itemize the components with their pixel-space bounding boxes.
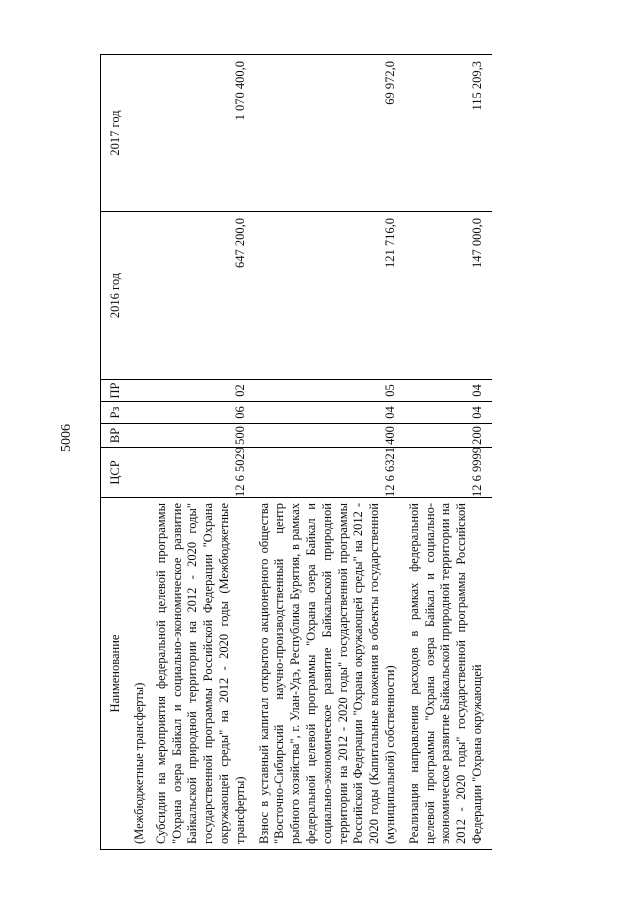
row-name: Субсидии на мероприятия федеральной целевой программы "Охрана озера Байкал и социально-экономическое развитие Байкальской природной территории на 2012 - 2020 годы" государственной программы Российской Федерации "Охрана окружающей среды" на 2012 - 2020 годы (Межбюджетные трансферты) [152, 498, 255, 850]
table-row [255, 55, 405, 850]
table-row [152, 55, 255, 850]
table-row-continuation [131, 55, 152, 850]
row-csr: 12 6 5029 [152, 448, 255, 498]
rotated-page-content [100, 55, 600, 850]
row-rz: 04 [255, 402, 405, 424]
header-2016: 2016 год [101, 212, 132, 380]
table-header-row [101, 55, 132, 850]
row-pr: 05 [255, 380, 405, 402]
header-name: Наименование [101, 498, 132, 850]
header-vr: ВР [101, 424, 132, 448]
row-name: Реализация направления расходов в рамках федеральной целевой программы "Охрана озера Байкал и социально-экономическое развитие Байкальской природной территории на 2012 - 2020 годы" государственной программы Российской Федерации "Охрана окружающей [405, 498, 492, 850]
row-csr: 12 6 6321 [255, 448, 405, 498]
budget-table [100, 54, 492, 850]
row-name: Взнос в уставный капитал открытого акционерного общества "Восточно-Сибирский научно-производственный центр рыбного хозяйства", г. Улан-Удэ, Республика Бурятия, в рамках федеральной целевой программы "Охрана озера Байкал и социально-экономическое развитие Байкальской природной территории на 2012 - 2020 годы" государственной программы Российской Федерации "Охрана окружающей среды" на 2012 - 2020 годы (Капитальные вложения в объекты государственной (муниципальной) собственности) [255, 498, 405, 850]
header-rz: Рз [101, 402, 132, 424]
header-csr: ЦСР [101, 448, 132, 498]
header-pr: ПР [101, 380, 132, 402]
page-number: 5006 [59, 424, 74, 452]
row-csr: 12 6 9999 [405, 448, 492, 498]
row-vr: 400 [255, 424, 405, 448]
row-vr: 500 [152, 424, 255, 448]
row-2017: 69 972,0 [255, 55, 405, 212]
header-2017: 2017 год [101, 55, 132, 212]
row-rz: 06 [152, 402, 255, 424]
row-2017: 1 070 400,0 [152, 55, 255, 212]
row-2017: 115 209,3 [405, 55, 492, 212]
row-rz: 04 [405, 402, 492, 424]
row-pr: 04 [405, 380, 492, 402]
continuation-text: (Межбюджетные трансферты) [131, 498, 152, 850]
row-2016: 147 000,0 [405, 212, 492, 380]
row-vr: 200 [405, 424, 492, 448]
row-2016: 121 716,0 [255, 212, 405, 380]
table-row [405, 55, 492, 850]
row-2016: 647 200,0 [152, 212, 255, 380]
row-pr: 02 [152, 380, 255, 402]
